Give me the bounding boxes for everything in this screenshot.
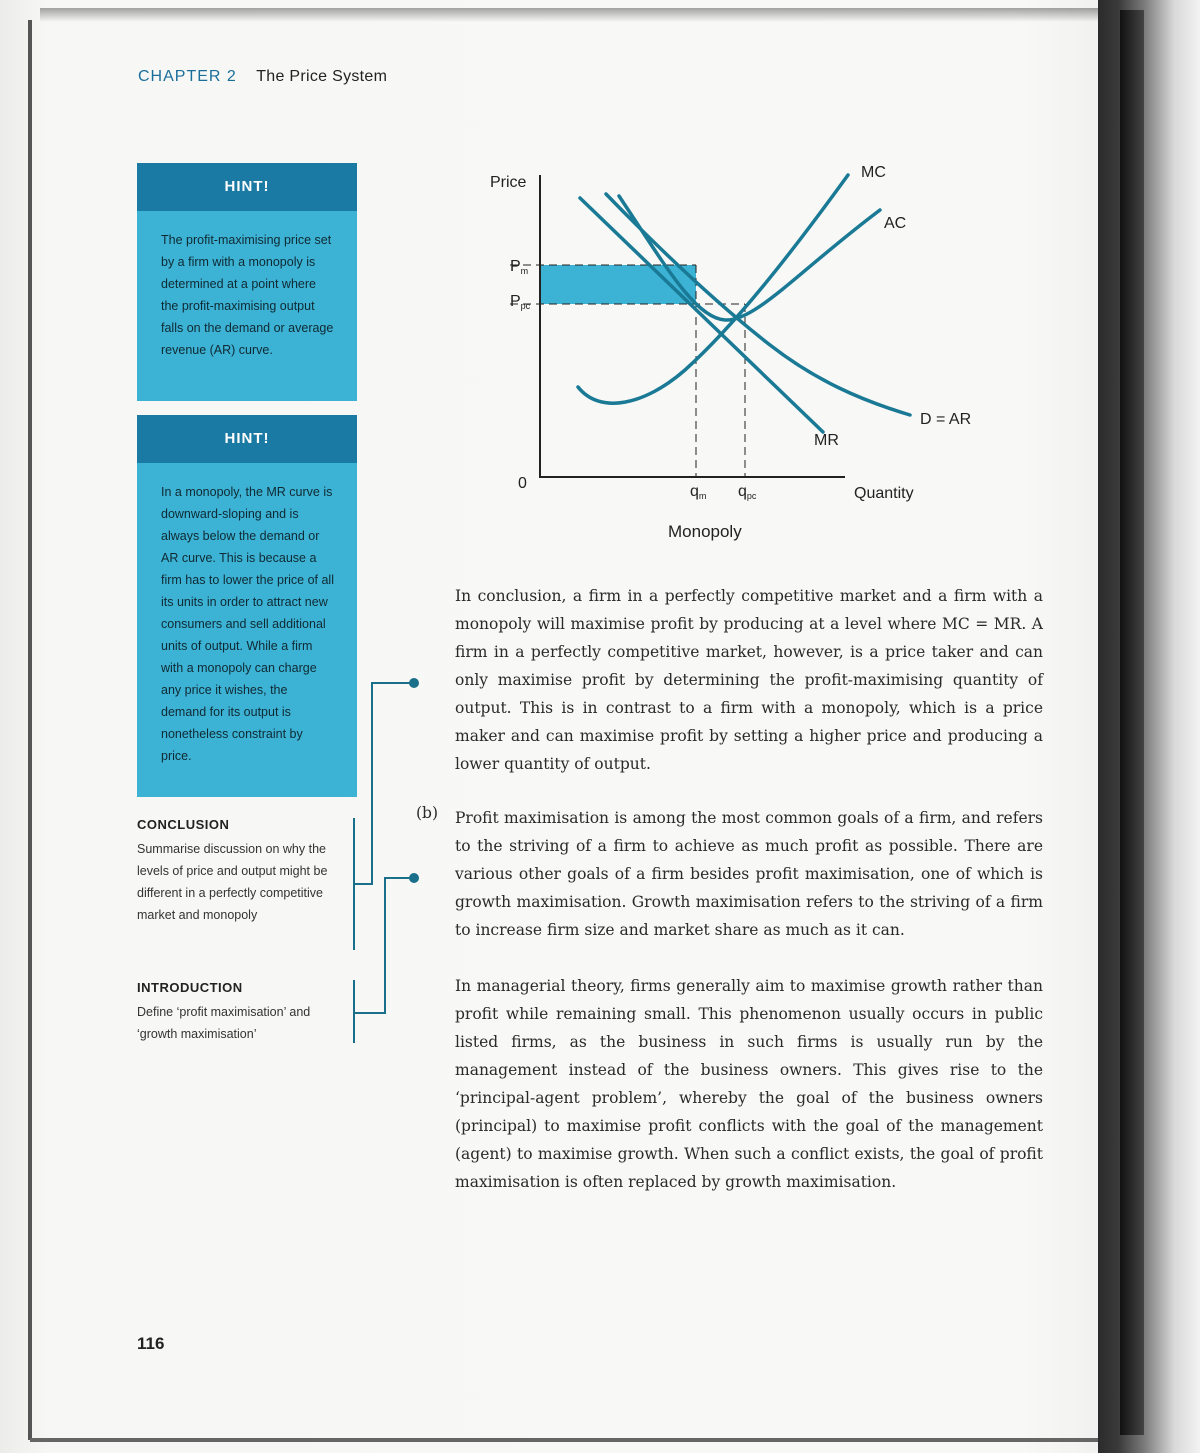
demand-label: D = AR bbox=[920, 411, 972, 428]
bracket-line bbox=[384, 877, 386, 1014]
hint-box-1 bbox=[137, 163, 357, 401]
x-axis-label: Quantity bbox=[854, 485, 914, 502]
paragraph-managerial-theory: In managerial theory, firms generally aim to maximise growth rather than profit while remaining small. This phenomenon usually occurs in public listed firms, as the business in such firms is usually run by the management instead of the business owners. This gives rise to the ‘principal-agent problem’, whereby the goal of the business owners (principal) to maximise profit conflicts with the goal of the management (agent) to maximise growth. When such a conflict exists, the goal of profit maximisation is often replaced by growth maximisation. bbox=[455, 977, 1043, 1191]
price-m-label: Pm bbox=[510, 258, 529, 276]
book-spine bbox=[1120, 10, 1144, 1435]
side-note-conclusion bbox=[137, 817, 347, 926]
price-pc-label: Ppc bbox=[510, 293, 531, 311]
hint-body: The profit-maximising price set by a firm with a monopoly is determined at a point where the profit-maximising output falls on the demand or average revenue (AR) curve. bbox=[161, 233, 334, 357]
connector-dot bbox=[409, 678, 419, 688]
connector-dot bbox=[409, 873, 419, 883]
hint-heading: HINT! bbox=[137, 163, 357, 211]
monopoly-graph bbox=[470, 150, 1030, 560]
y-axis-label: Price bbox=[490, 174, 527, 191]
bracket-line bbox=[355, 1012, 385, 1014]
origin-label: 0 bbox=[518, 475, 527, 492]
side-note-label: CONCLUSION bbox=[137, 817, 230, 832]
scan-edge-bottom bbox=[30, 1438, 1110, 1442]
side-note-introduction bbox=[137, 980, 347, 1045]
page-number: 116 bbox=[137, 1334, 165, 1353]
paragraph-introduction: Profit maximisation is among the most common goals of a firm, and refers to the striving of a firm to achieve as much profit as possible. There are various other goals of a firm besides profit maximisation, one of which is growth maximisation. Growth maximisation refers to the striving of a firm to increase firm size and market share as much as it can. bbox=[455, 809, 1043, 939]
mr-curve bbox=[580, 198, 823, 432]
ac-label: AC bbox=[884, 215, 907, 232]
scan-shadow-top bbox=[40, 8, 1100, 22]
running-head bbox=[138, 66, 387, 86]
paragraph-label-b: (b) bbox=[416, 804, 439, 822]
hint-heading: HINT! bbox=[137, 415, 357, 463]
book-binding-shadow bbox=[1098, 0, 1200, 1453]
side-note-text: Define ‘profit maximisation’ and ‘growth maximisation’ bbox=[137, 1005, 311, 1041]
demand-ar-curve bbox=[606, 194, 910, 415]
hint-body: In a monopoly, the MR curve is downward-sloping and is always below the demand or AR curve. This is because a firm has to lower the price of all its units in order to attract new consumers and sell additional units of output. While a firm with a monopoly can charge any price it wishes, the demand for its output is nonetheless constraint by price. bbox=[161, 485, 334, 763]
profit-area bbox=[540, 265, 696, 304]
graph-caption: Monopoly bbox=[668, 522, 742, 541]
side-note-text: Summarise discussion on why the levels of price and output might be different in a perfectly competitive market and monopoly bbox=[137, 842, 328, 922]
qty-pc-label: qpc bbox=[738, 483, 757, 501]
scan-edge-left bbox=[28, 20, 32, 1440]
chapter-title: The Price System bbox=[256, 68, 388, 85]
side-note-label: INTRODUCTION bbox=[137, 980, 243, 995]
mr-label: MR bbox=[814, 432, 839, 449]
chapter-number: CHAPTER 2 bbox=[138, 68, 237, 85]
paragraph-conclusion: In conclusion, a firm in a perfectly competitive market and a firm with a monopoly will maximise profit by producing at a level where MC = MR. A firm in a perfectly competitive market, however, is a price taker and can only maximise profit by determining the profit-maximising quantity of output. This is in contrast to a firm with a monopoly, which is a price maker and can maximise profit by setting a higher price and producing a lower quantity of output. bbox=[455, 587, 1043, 773]
hint-box-2 bbox=[137, 415, 357, 797]
bracket-line bbox=[355, 883, 372, 885]
qty-m-label: qm bbox=[690, 483, 707, 501]
mc-label: MC bbox=[861, 164, 886, 181]
bracket-line bbox=[371, 682, 373, 885]
